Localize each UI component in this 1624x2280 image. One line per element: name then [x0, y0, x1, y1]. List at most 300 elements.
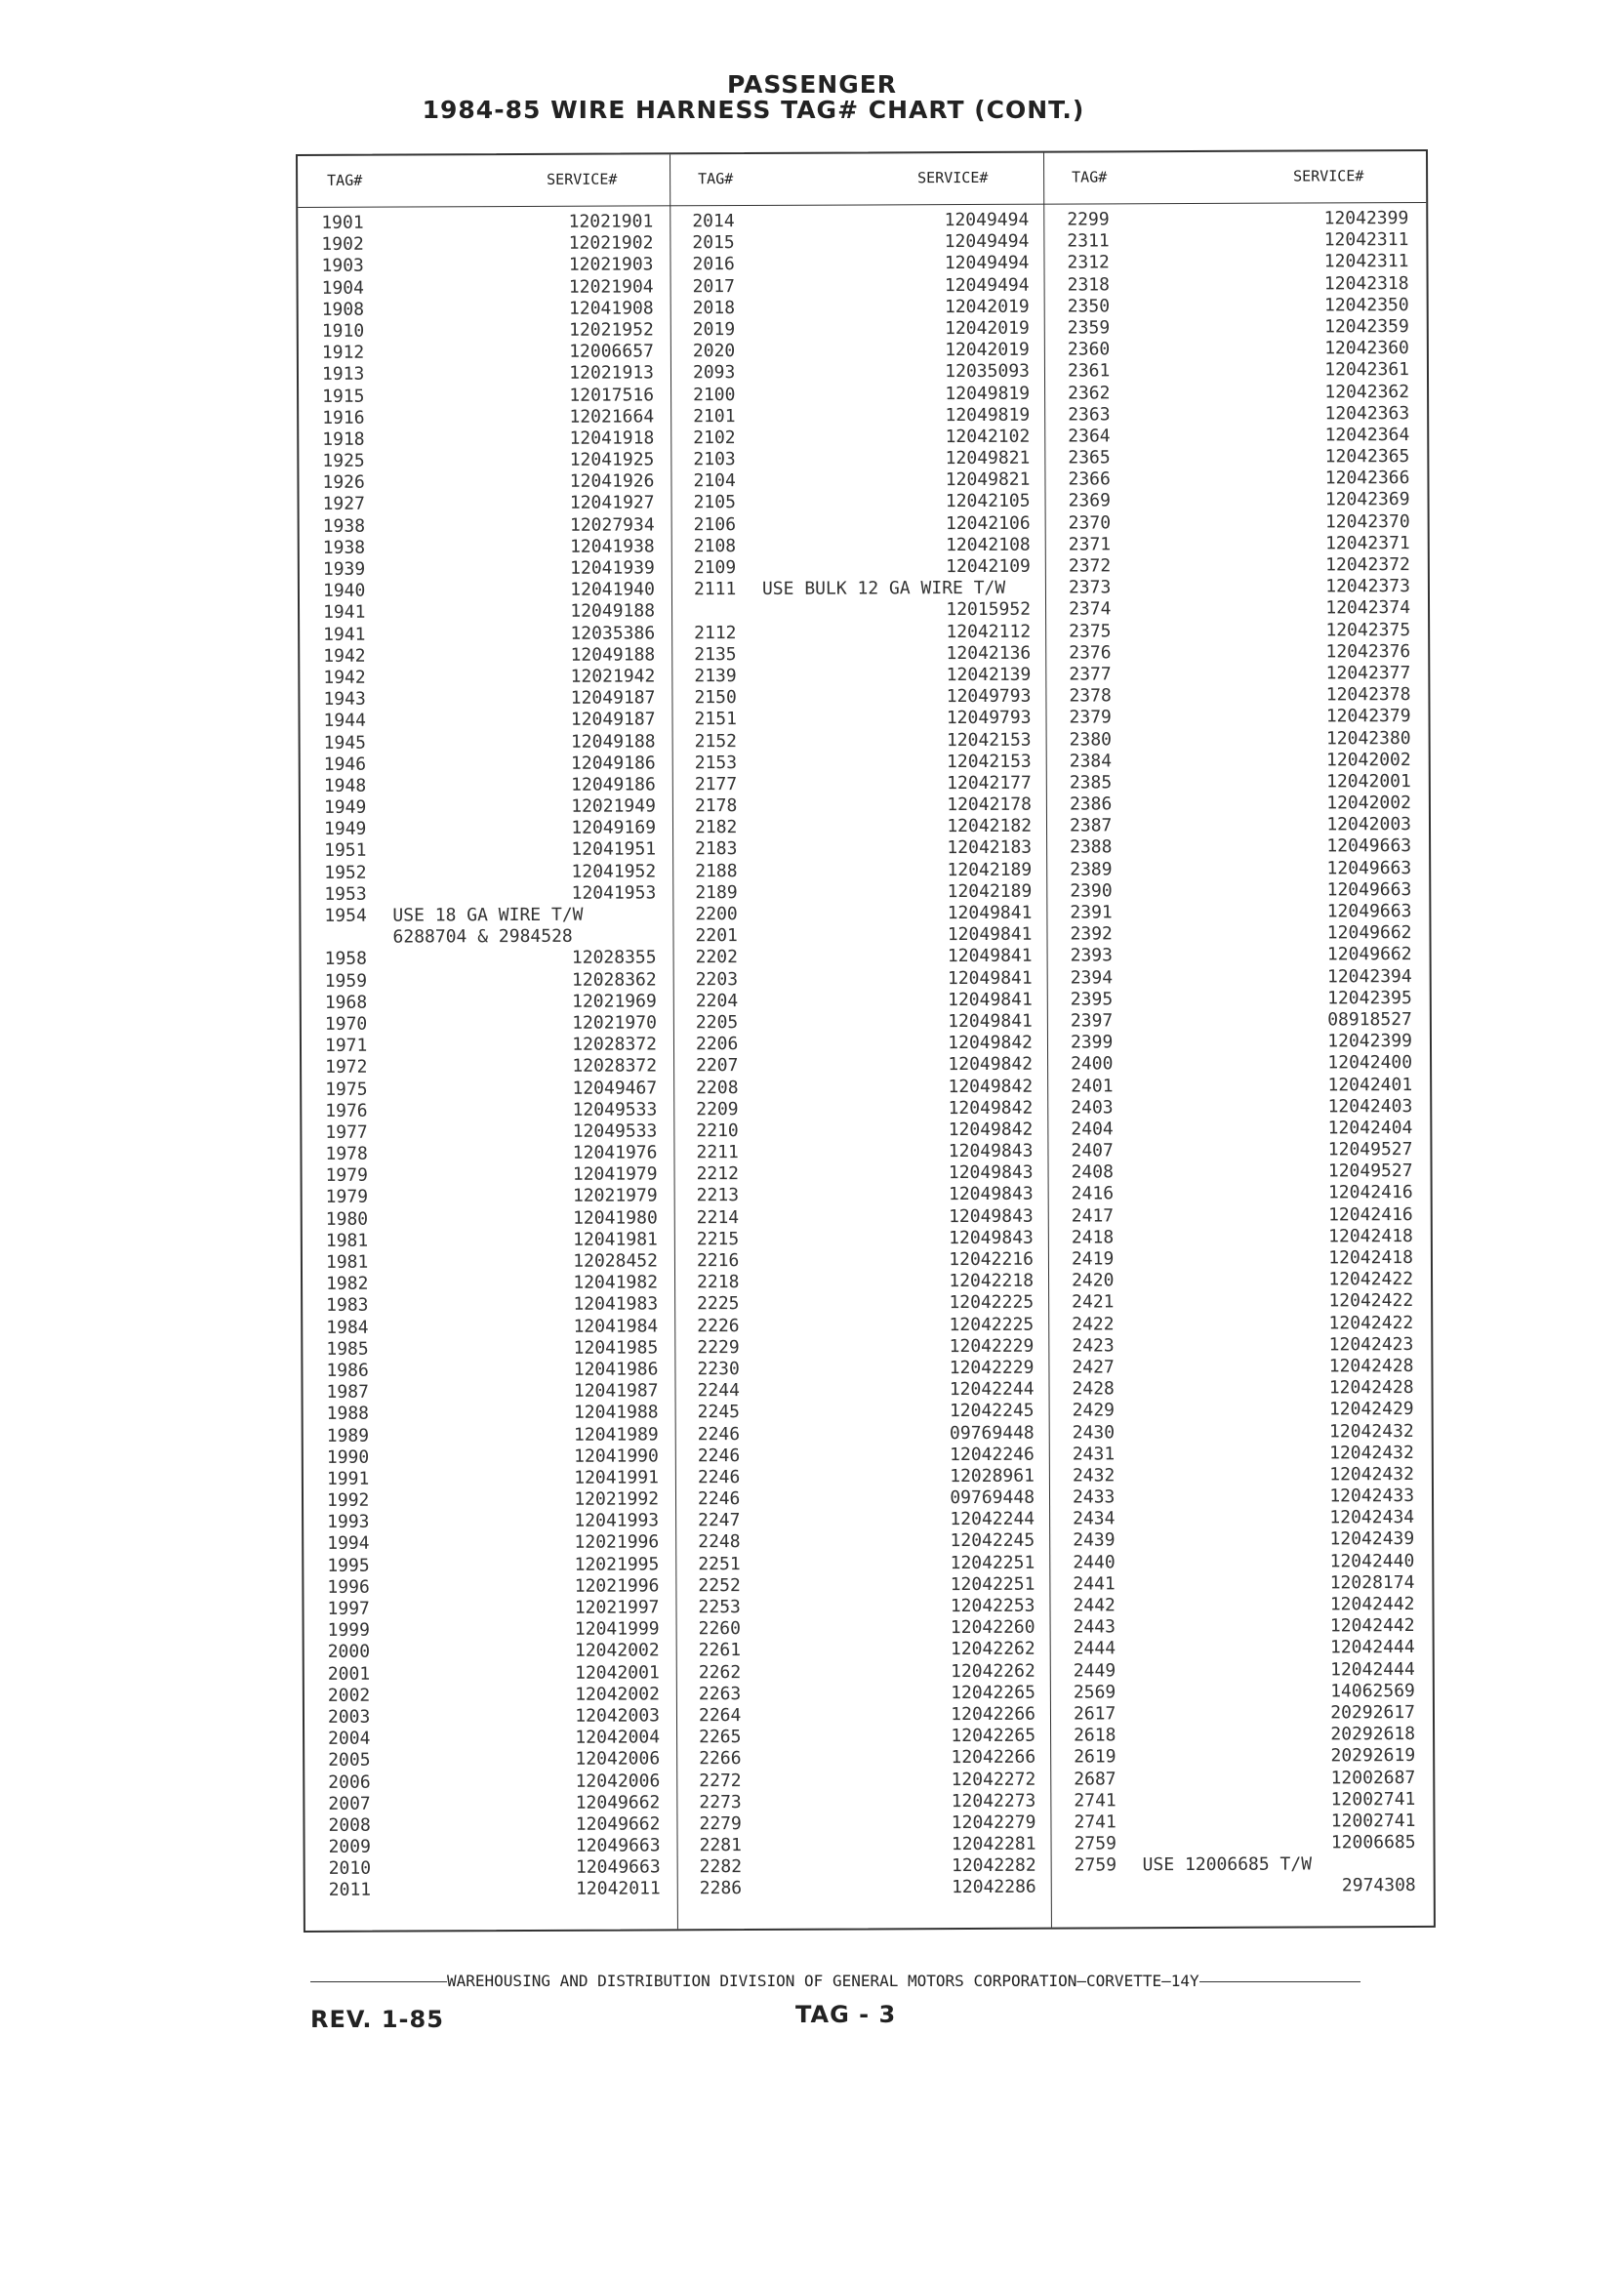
table-row: [327, 1597, 659, 1620]
service-number: 12041986: [573, 1359, 659, 1380]
service-number: 12042311: [1323, 229, 1409, 251]
table-row: [695, 924, 1032, 948]
tag-number: 2178: [694, 795, 738, 817]
table-row: [323, 710, 655, 733]
table-row: [697, 1292, 1034, 1316]
tag-number: 1980: [325, 1208, 369, 1230]
table-row: [325, 1078, 657, 1101]
service-number: 12049494: [944, 253, 1030, 274]
service-number: 12017516: [569, 384, 655, 406]
tag-number: 2264: [698, 1704, 742, 1727]
tag-number: 1987: [326, 1381, 369, 1403]
table-row: [1073, 1421, 1414, 1445]
tag-number: 2211: [696, 1142, 739, 1163]
tag-number: 2016: [692, 254, 735, 275]
tag-number: 1946: [323, 753, 367, 775]
table-row: [328, 1749, 660, 1772]
service-number: 12027934: [569, 514, 655, 536]
tag-number: 2423: [1072, 1335, 1115, 1357]
table-row: [322, 319, 654, 343]
table-row: [693, 383, 1030, 406]
tag-number: 2617: [1073, 1703, 1116, 1725]
tag-number: 2150: [694, 687, 737, 709]
table-row: [323, 580, 655, 603]
table-row: [1068, 382, 1409, 405]
table-row: [696, 1141, 1033, 1164]
tag-number: 1913: [321, 364, 365, 386]
table-row: [1072, 1377, 1413, 1401]
service-number: 12042444: [1330, 1658, 1415, 1680]
service-number: 12049841: [948, 989, 1033, 1010]
tag-number: 2404: [1071, 1119, 1114, 1140]
tag-number: 2408: [1071, 1161, 1114, 1183]
tag-number: 2395: [1070, 989, 1114, 1010]
table-row: [698, 1574, 1035, 1598]
service-number: 12042311: [1323, 251, 1409, 272]
tag-number: 2226: [697, 1315, 740, 1336]
service-number: 12042279: [951, 1812, 1036, 1833]
service-number: 12049843: [948, 1140, 1034, 1162]
column-divider: [1043, 153, 1052, 1928]
service-number: 12049819: [945, 404, 1031, 426]
service-number: 12041938: [570, 536, 655, 557]
tag-number: 2251: [698, 1553, 741, 1574]
service-number: 12042225: [949, 1314, 1035, 1335]
tag-number: 2371: [1068, 534, 1112, 555]
table-row: [696, 1097, 1033, 1120]
service-number: 12041976: [572, 1142, 658, 1163]
service-number: 12042423: [1328, 1333, 1414, 1356]
table-row: [695, 881, 1032, 905]
tag-number: 2619: [1074, 1746, 1116, 1768]
service-number: 12049841: [947, 946, 1033, 967]
service-number: 12042225: [949, 1292, 1035, 1314]
tag-number: 2286: [699, 1878, 743, 1899]
table-row: [326, 1229, 658, 1252]
table-row: [328, 1705, 660, 1729]
table-row: [697, 1358, 1034, 1381]
table-row: [328, 1813, 660, 1837]
service-number: 12021992: [574, 1488, 660, 1510]
service-number: 12049841: [947, 967, 1033, 989]
tag-number: 1952: [324, 862, 367, 883]
table-row: [1071, 988, 1412, 1011]
table-row: [1072, 1226, 1413, 1249]
tag-number: 2441: [1073, 1573, 1116, 1595]
table-row: [694, 491, 1031, 514]
tag-number: 2388: [1070, 836, 1113, 858]
service-number: 12021979: [572, 1185, 658, 1207]
tag-number: 2246: [697, 1488, 741, 1510]
service-number: 12041918: [569, 428, 655, 449]
tag-number: 2189: [695, 881, 738, 904]
table-row: [328, 1662, 660, 1686]
tag-number: 2265: [699, 1727, 742, 1748]
tag-number: 2182: [694, 817, 738, 838]
service-number: 12049527: [1327, 1160, 1413, 1182]
service-number: 12042112: [946, 621, 1032, 642]
table-row: [325, 991, 657, 1014]
table-row: [694, 686, 1031, 710]
tag-number: 2002: [327, 1685, 371, 1706]
table-row: [1069, 511, 1410, 535]
tag-number: 2434: [1073, 1508, 1116, 1529]
table-row: [1068, 316, 1409, 340]
tag-number: 2390: [1070, 880, 1113, 902]
service-number: 12041999: [574, 1618, 660, 1640]
table-row: [1072, 1313, 1413, 1336]
table-row: [696, 946, 1033, 969]
service-number: 12021913: [569, 362, 655, 385]
tag-number: 2202: [695, 947, 739, 968]
tag-number: 1939: [322, 558, 366, 580]
table-row: [697, 1184, 1034, 1207]
service-number: 12042019: [945, 339, 1030, 361]
tag-number: 2108: [693, 535, 737, 557]
tag-number: 2311: [1067, 230, 1110, 252]
tag-number: 2279: [699, 1812, 742, 1835]
tag-number: 2442: [1073, 1595, 1116, 1616]
tag-number: 1912: [321, 342, 365, 364]
table-row: [1070, 814, 1411, 837]
tag-number: 2403: [1071, 1097, 1114, 1119]
service-number: 12042001: [1326, 770, 1411, 793]
table-row: [1068, 273, 1409, 297]
table-row: [323, 514, 655, 538]
tag-number: 1989: [326, 1425, 370, 1446]
table-row: [321, 255, 653, 278]
tag-number: 1972: [325, 1057, 368, 1079]
service-number: 12042395: [1327, 987, 1412, 1009]
tag-number: 2011: [328, 1880, 372, 1901]
table-row: [693, 318, 1030, 342]
table-row: [1073, 1507, 1414, 1530]
tag-number: 2206: [695, 1034, 739, 1055]
tag-number: 2135: [694, 643, 737, 665]
table-row: [1069, 597, 1410, 621]
tag-number: 2389: [1070, 858, 1113, 880]
tag-number: 1910: [321, 320, 365, 342]
tag-number: 2272: [699, 1770, 742, 1791]
table-row: [323, 688, 655, 712]
tag-number: 2093: [692, 362, 736, 384]
service-number: 12021996: [574, 1531, 660, 1554]
tag-number: 2449: [1073, 1659, 1116, 1682]
tag-number: 2386: [1069, 794, 1113, 815]
service-number: 12049843: [948, 1161, 1034, 1184]
tag-number: 2370: [1068, 511, 1112, 534]
table-row: [1069, 641, 1410, 665]
service-number: 12042006: [575, 1770, 661, 1792]
service-number: 12021949: [571, 795, 656, 817]
table-row: [1073, 1464, 1414, 1487]
tag-number: 2369: [1068, 490, 1111, 511]
tag-number: 2392: [1070, 923, 1113, 945]
tag-number: 1901: [321, 212, 364, 233]
service-number: 12049662: [1326, 944, 1412, 965]
service-number: 12042002: [574, 1640, 660, 1662]
table-row: [326, 1207, 658, 1231]
service-number: 20292617: [1330, 1701, 1416, 1724]
service-number: 12042376: [1325, 640, 1411, 663]
service-number: 12042281: [951, 1833, 1036, 1855]
tag-number: 1942: [323, 667, 366, 688]
tag-number: 2401: [1071, 1075, 1114, 1097]
table-row: [322, 342, 654, 365]
service-number: 20292618: [1330, 1724, 1416, 1745]
table-row: [1068, 359, 1409, 383]
table-row: [695, 794, 1032, 818]
service-number: 12042153: [946, 751, 1032, 772]
service-number: 12042002: [575, 1684, 660, 1705]
table-row: [699, 1682, 1035, 1705]
service-number: 12035386: [570, 622, 656, 644]
tag-number: 2429: [1072, 1400, 1116, 1421]
table-row: [1071, 1118, 1412, 1141]
service-number: 12042273: [951, 1790, 1036, 1812]
tag-number: 1979: [325, 1164, 368, 1187]
tag-number: 2004: [328, 1728, 371, 1749]
tag-number: 1985: [326, 1338, 369, 1360]
service-number: 12049533: [572, 1099, 658, 1120]
table-row: [328, 1792, 660, 1815]
table-row: [1074, 1768, 1415, 1791]
table-row: [325, 1056, 657, 1079]
table-row: [697, 1228, 1034, 1251]
table-row: [322, 428, 654, 451]
table-row: [1070, 858, 1411, 881]
header-divider: [298, 202, 1426, 208]
tag-number: 1991: [326, 1468, 370, 1489]
tag-number: 2350: [1067, 296, 1111, 317]
service-number: 12049821: [945, 468, 1031, 491]
table-row: [324, 774, 656, 797]
table-row: [697, 1271, 1034, 1294]
table-row: [700, 1834, 1036, 1857]
tag-number: 2422: [1072, 1313, 1115, 1335]
table-row: [1071, 1075, 1412, 1098]
table-row: [1073, 1399, 1414, 1422]
table-row: [696, 1011, 1033, 1035]
table-row: [693, 469, 1030, 493]
service-number: 12042229: [949, 1357, 1035, 1379]
tag-number: 2430: [1072, 1421, 1116, 1444]
tag-number: 2183: [695, 838, 738, 860]
tag-number: 1995: [327, 1555, 370, 1576]
service-number: 12041925: [569, 449, 655, 470]
service-number: 12042364: [1324, 424, 1410, 446]
tag-number: 2104: [693, 470, 736, 492]
tag-number: 2361: [1067, 360, 1111, 382]
service-number: 12049821: [945, 447, 1031, 469]
service-number: 12002687: [1330, 1767, 1416, 1788]
tag-number: 2391: [1070, 902, 1113, 923]
tag-number: 1938: [322, 537, 366, 558]
service-number: 12049841: [947, 902, 1033, 924]
table-row: [692, 210, 1029, 233]
service-number: 12049527: [1327, 1139, 1413, 1160]
table-row: [327, 1488, 659, 1512]
header-service: SERVICE#: [917, 168, 989, 187]
tag-number: 2247: [698, 1510, 741, 1531]
table-row: [327, 1467, 659, 1490]
table-row: [329, 1857, 661, 1881]
service-number: 12042266: [951, 1747, 1036, 1769]
table-row: [323, 536, 655, 559]
table-row: [1070, 879, 1411, 903]
service-number: 12042363: [1324, 402, 1410, 425]
tag-number: 2007: [328, 1793, 371, 1814]
service-number: 12042108: [946, 534, 1031, 555]
header-tag: TAG#: [698, 170, 734, 188]
table-row: [1070, 728, 1411, 752]
table-row: [1071, 1031, 1412, 1054]
service-number: 12035093: [945, 361, 1031, 383]
service-number: 12049663: [575, 1835, 661, 1856]
tag-number: 2000: [327, 1642, 371, 1663]
service-number: 12041908: [568, 298, 654, 319]
tag-number: 2377: [1069, 664, 1112, 685]
tag-number: 2439: [1073, 1529, 1116, 1551]
tag-number: 1944: [323, 711, 366, 732]
tag-number: 2151: [694, 709, 737, 730]
table-row: [328, 1684, 660, 1707]
table-row: [1072, 1356, 1413, 1379]
table-row: [1071, 966, 1412, 990]
table-row: [1072, 1290, 1413, 1314]
service-number: 12049663: [1326, 878, 1412, 901]
table-row: [697, 1379, 1034, 1403]
table-row: [1071, 1096, 1412, 1120]
tag-number: 2101: [693, 405, 736, 427]
service-number: 12042403: [1327, 1095, 1413, 1118]
service-number: 12049188: [570, 600, 656, 623]
table-row: [327, 1445, 659, 1469]
service-number: 2974308: [1341, 1875, 1416, 1896]
service-number: 12042019: [944, 296, 1030, 317]
tag-number: 1954: [324, 905, 367, 926]
service-number: 12042189: [947, 859, 1033, 880]
table-row: [698, 1444, 1035, 1467]
tag-number: 1959: [324, 970, 368, 992]
service-number: 12042102: [945, 426, 1031, 447]
table-row: [326, 1294, 658, 1318]
service-number: 12042416: [1328, 1203, 1413, 1226]
tag-number: 1941: [323, 602, 366, 624]
service-number: 12042404: [1327, 1117, 1413, 1139]
table-row: [326, 1359, 658, 1382]
table-row: [1069, 620, 1410, 643]
tag-number: 1994: [327, 1533, 370, 1555]
tag-number: 1981: [325, 1251, 369, 1273]
table-row: [696, 967, 1033, 991]
tag-number: 1940: [322, 580, 366, 602]
table-row: [1072, 1160, 1413, 1184]
service-number: 12049186: [571, 774, 656, 795]
table-row: [325, 1012, 657, 1036]
tag-number: 2205: [695, 1011, 739, 1034]
service-number: 12049663: [1326, 835, 1412, 857]
service-number: 12042370: [1324, 510, 1410, 533]
service-number: 12042369: [1324, 489, 1410, 510]
service-number: 12042246: [950, 1444, 1035, 1465]
service-number: 12049842: [948, 1032, 1034, 1054]
service-number: 12041953: [571, 882, 657, 904]
tag-number: 2208: [696, 1077, 739, 1098]
service-number: 12042003: [1326, 814, 1412, 835]
tag-number: 2209: [696, 1098, 739, 1120]
service-number: 12042216: [949, 1248, 1034, 1271]
service-number: 12002741: [1330, 1810, 1416, 1832]
table-row: [328, 1771, 660, 1794]
table-row: [329, 1835, 661, 1858]
table-row: [695, 859, 1032, 882]
table-row: [327, 1403, 659, 1426]
footer-text: WAREHOUSING AND DISTRIBUTION DIVISION OF GENERAL MOTORS CORPORATION—CORVETTE—14Y: [447, 1972, 1199, 1990]
service-number: 12049662: [1326, 922, 1412, 944]
tag-number: 2374: [1068, 598, 1112, 620]
service-number: 6288704 & 2984528: [392, 925, 573, 948]
tag-number: 1971: [324, 1035, 368, 1057]
service-number: 12021995: [574, 1554, 660, 1575]
tag-number: 2246: [697, 1423, 741, 1445]
service-number: 12041990: [574, 1445, 659, 1467]
page-number: TAG - 3: [795, 2001, 897, 2028]
tag-number: 2109: [693, 557, 737, 579]
tag-number: 1951: [324, 840, 367, 862]
tag-number: 2741: [1074, 1812, 1116, 1833]
service-number: 12042244: [949, 1378, 1035, 1401]
service-number: 12042244: [950, 1508, 1035, 1530]
table-row: [1067, 208, 1408, 231]
service-number: 09769448: [949, 1422, 1035, 1444]
service-number: 12049662: [575, 1813, 661, 1835]
table-row: [699, 1747, 1035, 1771]
service-number: 12021997: [574, 1597, 660, 1618]
table-row: [696, 1054, 1033, 1078]
table-row: [1075, 1875, 1416, 1898]
tag-number: 1916: [322, 407, 365, 428]
table-row: [694, 512, 1031, 536]
table-row: [693, 340, 1030, 363]
tag-number: 2103: [693, 449, 736, 470]
header-tag: TAG#: [1072, 168, 1108, 186]
service-number: 12042442: [1329, 1615, 1415, 1637]
table-row: [1069, 684, 1410, 708]
table-row: [1068, 403, 1409, 427]
table-row: [1072, 1334, 1413, 1358]
table-row: [699, 1660, 1035, 1684]
tag-number: 2003: [327, 1706, 371, 1728]
tag-number: 2365: [1068, 447, 1111, 468]
tag-number: 1902: [321, 233, 364, 256]
tag-number: 2759: [1074, 1854, 1117, 1876]
table-row: [325, 1142, 657, 1165]
tag-number: 2246: [697, 1445, 741, 1466]
tag-number: 2427: [1072, 1357, 1115, 1378]
table-row: [323, 493, 655, 516]
service-number: 12021903: [568, 254, 654, 276]
service-number: 12042002: [1326, 793, 1411, 814]
header-service: SERVICE#: [547, 170, 618, 188]
tag-number: 2443: [1073, 1616, 1116, 1638]
tag-number: 1970: [324, 1013, 368, 1035]
tag-number: 2105: [693, 492, 736, 513]
service-number: 12042262: [950, 1639, 1035, 1660]
table-row: [699, 1769, 1035, 1792]
service-number: 12042253: [950, 1595, 1035, 1617]
tag-number: 2363: [1068, 404, 1111, 426]
